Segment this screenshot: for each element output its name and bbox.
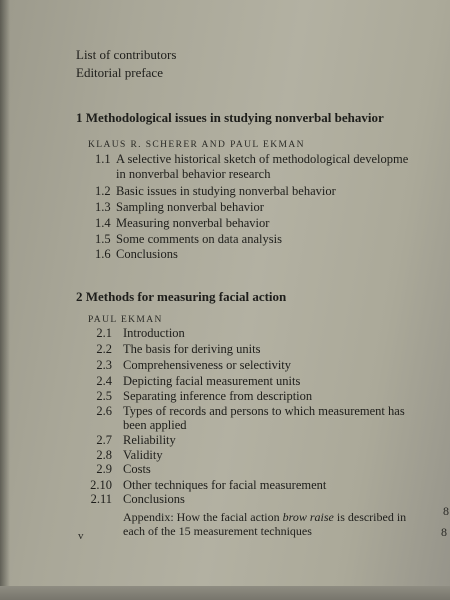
section-title: Conclusions: [116, 247, 178, 261]
section-title: Types of records and persons to which measurement has: [123, 404, 405, 418]
section-title: Validity: [123, 448, 163, 462]
section-number: 2.8: [96, 448, 112, 462]
front-matter-contributors: List of contributors: [76, 47, 177, 62]
spine-shadow: [0, 0, 10, 600]
section-title: Reliability: [123, 433, 176, 447]
section-title: Sampling nonverbal behavior: [116, 200, 264, 214]
section-number: 2.1: [96, 326, 112, 340]
section-number: 1.4: [95, 216, 111, 230]
page-number: 8: [443, 504, 449, 518]
section-number: 2.11: [90, 492, 112, 506]
section-title-continued: been applied: [123, 418, 187, 432]
section-number: 2.7: [96, 433, 112, 447]
section-number: 2.4: [96, 374, 112, 388]
section-number: 1.2: [95, 184, 111, 198]
page-number: 8: [441, 525, 447, 539]
page-bottom-edge: [0, 586, 450, 600]
section-title: Other techniques for facial measurement: [123, 478, 327, 492]
appendix-title-text: Appendix: How the facial action: [123, 510, 283, 524]
section-number: 1.3: [95, 200, 111, 214]
section-number: 1.1: [95, 152, 111, 166]
section-title: Depicting facial measurement units: [123, 374, 301, 388]
chapter-2-title: 2 Methods for measuring facial action: [76, 289, 287, 304]
section-title-continued: in nonverbal behavior research: [116, 167, 271, 181]
section-title: The basis for deriving units: [123, 342, 261, 356]
front-matter-preface: Editorial preface: [76, 65, 163, 80]
section-title: A selective historical sketch of methodological developme: [116, 152, 409, 166]
section-title: Comprehensiveness or selectivity: [123, 358, 292, 372]
section-number: 2.9: [96, 462, 112, 476]
chapter-1-title: 1 Methodological issues in studying nonverbal behavior: [76, 110, 384, 125]
section-number: 2.6: [96, 404, 112, 418]
chapter-2-authors: PAUL EKMAN: [88, 315, 163, 325]
section-number: 2.2: [96, 342, 112, 356]
appendix-title-text-end: is described in: [333, 510, 407, 524]
section-title: Conclusions: [123, 492, 185, 506]
chapter-1-authors: KLAUS R. SCHERER AND PAUL EKMAN: [88, 140, 305, 150]
section-number: 2.5: [96, 389, 112, 403]
section-title: Measuring nonverbal behavior: [116, 216, 270, 230]
section-title: Separating inference from description: [123, 389, 313, 403]
appendix-title: [123, 510, 406, 525]
section-number: 2.3: [96, 358, 112, 372]
appendix-title-continued: each of the 15 measurement techniques: [123, 524, 312, 538]
section-title: Introduction: [123, 326, 185, 340]
section-title: Some comments on data analysis: [116, 232, 282, 246]
appendix-title-italic: brow raise: [282, 510, 334, 524]
section-title: Basic issues in studying nonverbal behavior: [116, 184, 336, 198]
section-number: 1.5: [95, 232, 111, 246]
section-number: 2.10: [90, 478, 112, 492]
section-number: 1.6: [95, 247, 111, 261]
section-title: Costs: [123, 462, 151, 476]
page-folio: v: [78, 530, 84, 542]
